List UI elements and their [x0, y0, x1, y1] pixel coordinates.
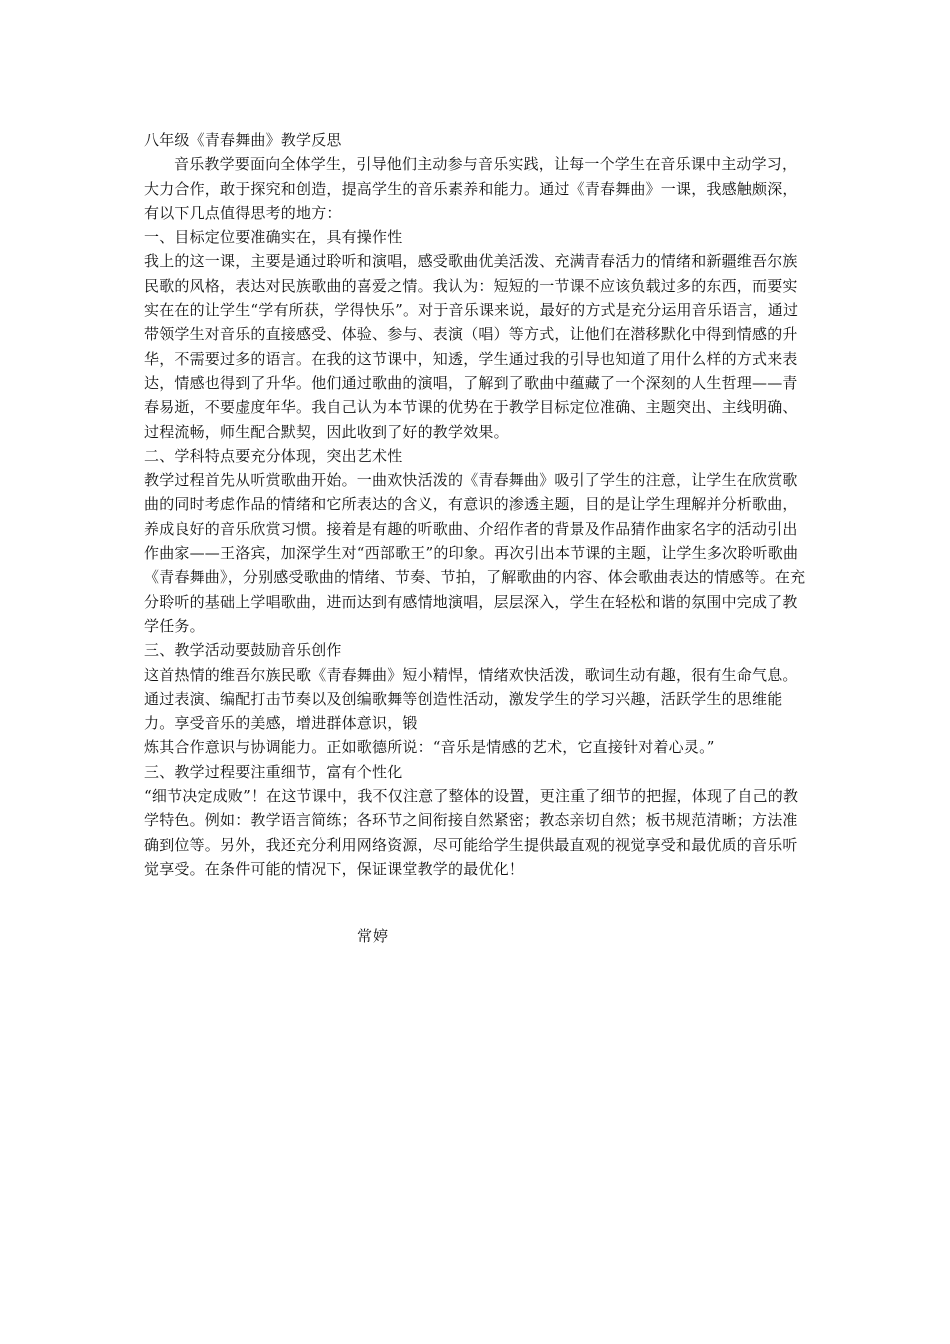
intro-paragraph: 音乐教学要面向全体学生，引导他们主动参与音乐实践，让每一个学生在音乐课中主动学习，大力合作，敢于探究和创造，提高学生的音乐素养和能力。通过《青春舞曲》一课，我感触颇深，有以下几点值得思考的地方： [144, 155, 798, 222]
section-heading-3: 三、教学活动要鼓励音乐创作 [144, 641, 342, 660]
section-2-paragraph: 教学过程首先从听赏歌曲开始。一曲欢快活泼的《青春舞曲》吸引了学生的注意，让学生在欣赏歌曲的同时考虑作品的情绪和它所表达的含义，有意识的渗透主题，目的是让学生理解并分析歌曲，养成良好的音乐欣赏习惯。接着是有趣的听歌曲、介绍作者的背景及作品猜作曲家名字的活动引出作曲家——王洛宾，加深学生对“西部歌王”的印象。再次引出本节课的主题，让学生多次聆听歌曲《青春舞曲》，分别感受歌曲的情绪、节奏、节拍，了解歌曲的内容、体会歌曲表达的情感等。在充分聆听的基础上学唱歌曲，进而达到有感情地演唱，层层深入，学生在轻松和谐的氛围中完成了教学任务。 [144, 471, 806, 635]
document-title: 八年级《青春舞曲》教学反思 [144, 131, 342, 149]
section-heading-4: 三、教学过程要注重细节，富有个性化 [144, 762, 403, 781]
section-3-paragraph-2: 炼其合作意识与协调能力。正如歌德所说：“音乐是情感的艺术，它直接针对着心灵。” [144, 738, 715, 757]
section-heading-1: 一、目标定位要准确实在，具有操作性 [144, 228, 403, 247]
author-signature: 常婷 [357, 927, 390, 945]
section-4-paragraph: “细节决定成败”！在这节课中，我不仅注意了整体的设置，更注重了细节的把握，体现了自己的教学特色。例如：教学语言简练；各环节之间衔接自然紧密；教态亲切自然；板书规范清晰；方法准确到位等。另外，我还充分利用网络资源，尽可能给学生提供最直观的视觉享受和最优质的音乐听觉享受。在条件可能的情况下，保证课堂教学的最优化！ [144, 787, 799, 878]
section-3-paragraph-1: 这首热情的维吾尔族民歌《青春舞曲》短小精悍，情绪欢快活泼，歌词生动有趣，很有生命气息。通过表演、编配打击节奏以及创编歌舞等创造性活动，激发学生的学习兴趣，活跃学生的思维能力。享受音乐的美感，增进群体意识，锻 [144, 665, 798, 733]
section-heading-2: 二、学科特点要充分体现，突出艺术性 [144, 446, 403, 465]
document-body [144, 128, 810, 881]
section-1-paragraph: 我上的这一课，主要是通过聆听和演唱，感受歌曲优美活泼、充满青春活力的情绪和新疆维吾尔族民歌的风格，表达对民族歌曲的喜爱之情。我认为：短短的一节课不应该负载过多的东西，而要实实在在的让学生“学有所获，学得快乐”。对于音乐课来说，最好的方式是充分运用音乐语言，通过带领学生对音乐的直接感受、体验、参与、表演（唱）等方式，让他们在潜移默化中得到情感的升华，不需要过多的语言。在我的这节课中，知透，学生通过我的引导也知道了用什么样的方式来表达，情感也得到了升华。他们通过歌曲的演唱，了解到了歌曲中蕴藏了一个深刻的人生哲理——青春易逝，不要虚度年华。我自己认为本节课的优势在于教学目标定位准确、主题突出、主线明确、过程流畅，师生配合默契，因此收到了好的教学效果。 [144, 252, 799, 441]
